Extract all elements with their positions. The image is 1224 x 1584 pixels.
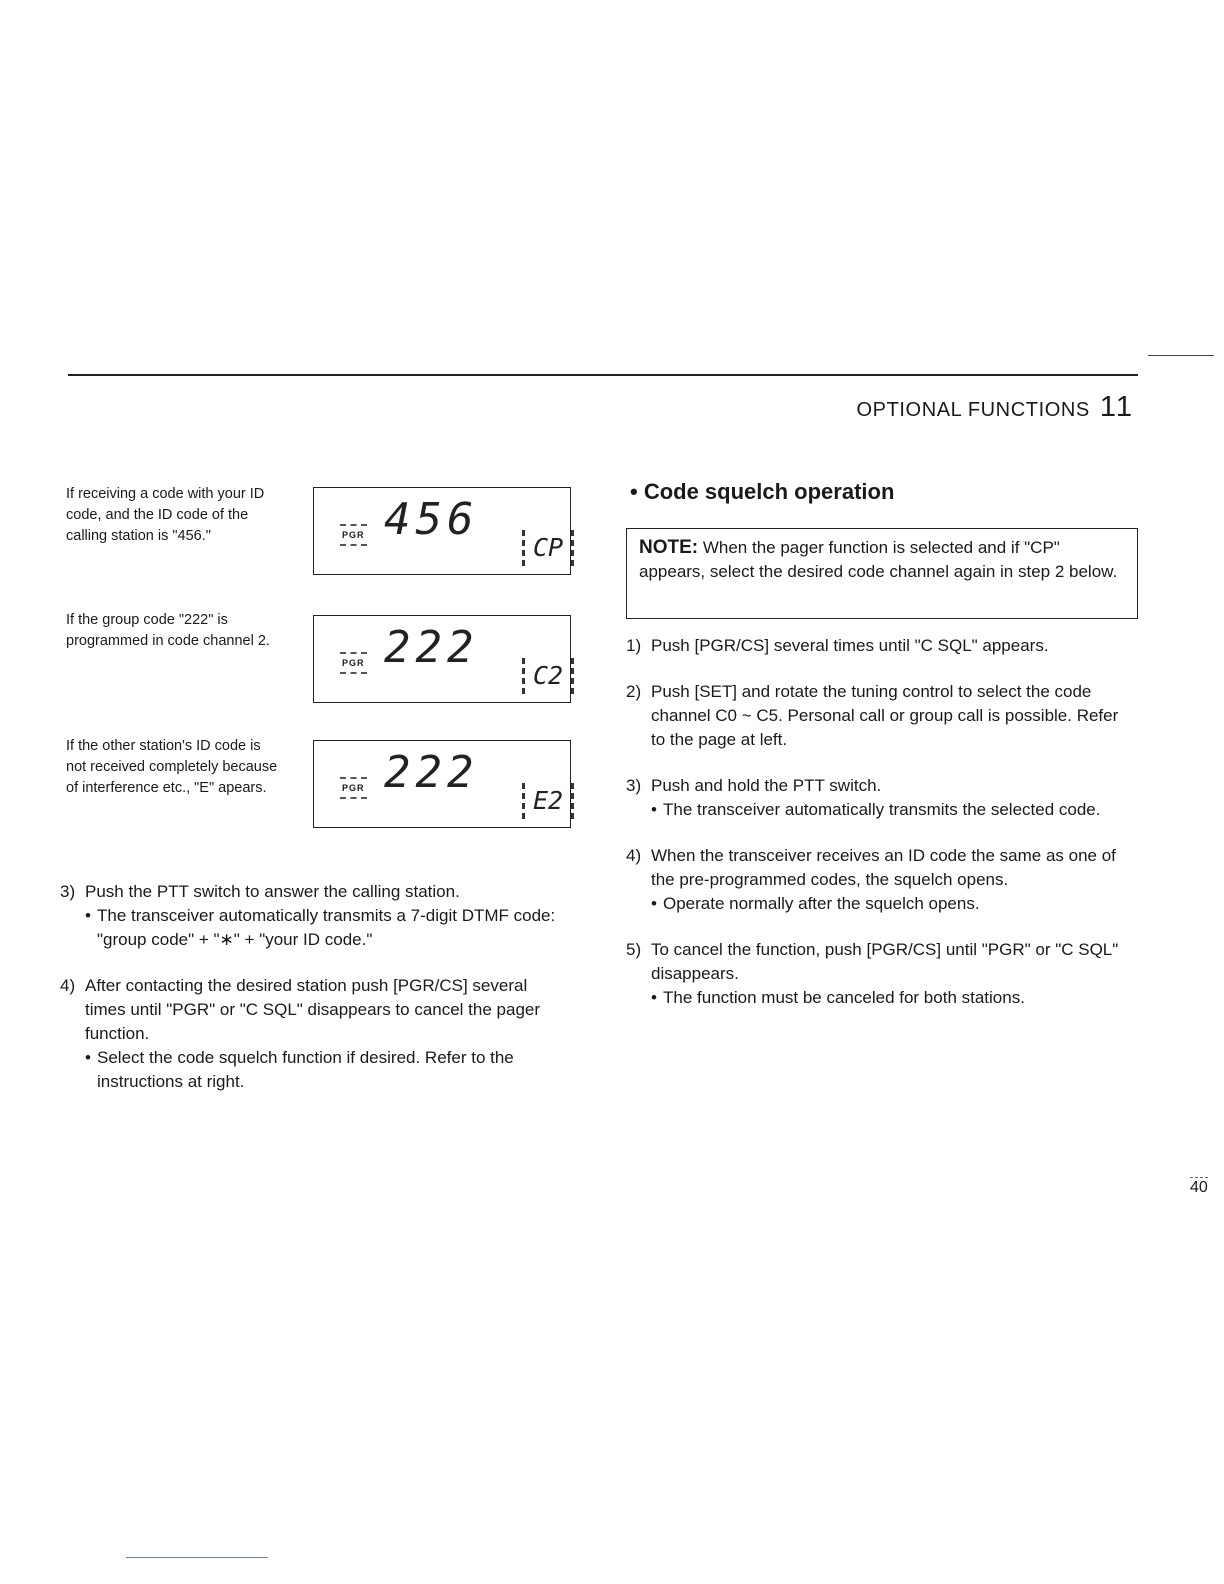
header-title: OPTIONAL FUNCTIONS	[856, 399, 1090, 421]
step-number: 4)	[626, 846, 642, 865]
code-channel-label: C2	[532, 661, 564, 690]
example-caption-2: If the group code "222" is programmed in code channel 2.	[66, 612, 270, 649]
step-text: Push [SET] and rotate the tuning control to select the code channel C0 ~ C5. Personal call or group call is possible. Refer to the page at left.	[651, 682, 1119, 749]
code-channel-indicator	[518, 654, 578, 698]
list-item	[626, 680, 1136, 752]
step-number: 3)	[60, 882, 76, 901]
example-caption-1: If receiving a code with your ID code, and the ID code of the calling station is "456."	[66, 486, 265, 544]
step-number: 2)	[626, 682, 642, 701]
step-text: Push [PGR/CS] several times until "C SQL" appears.	[651, 636, 1049, 655]
step-number: 3)	[626, 776, 642, 795]
page-number: 40	[1190, 1179, 1208, 1196]
note-text: When the pager function is selected and if "CP" appears, select the desired code channel again in step 2 below.	[639, 538, 1118, 581]
pgr-indicator: PGR	[340, 524, 367, 546]
example-caption-3: If the other station's ID code is not received completely because of interference etc., "E" apears.	[66, 738, 278, 796]
pgr-indicator: PGR	[340, 777, 367, 799]
step-subtext: • The function must be canceled for both stations.	[651, 986, 1136, 1010]
list-item	[626, 844, 1136, 916]
step-number: 5)	[626, 940, 642, 959]
step-subtext: • Select the code squelch function if desired. Refer to the instructions at right.	[85, 1046, 570, 1094]
note-label: NOTE:	[639, 537, 699, 558]
step-number: 4)	[60, 976, 76, 995]
list-item	[626, 634, 1136, 658]
step-subtext: • The transceiver automatically transmits a 7-digit DTMF code: "group code" + "∗" + "your ID code."	[85, 904, 570, 952]
list-item	[626, 774, 1136, 822]
step-subtext: • The transceiver automatically transmits the selected code.	[651, 798, 1136, 822]
step-text: When the transceiver receives an ID code the same as one of the pre-programmed codes, the squelch opens.	[651, 846, 1116, 889]
step-text: Push and hold the PTT switch.	[651, 776, 882, 795]
lcd-digits: 456	[384, 494, 479, 545]
code-channel-indicator	[518, 526, 578, 570]
code-channel-indicator	[518, 779, 578, 823]
note-box	[626, 528, 1138, 619]
step-text: To cancel the function, push [PGR/CS] until "PGR" or "C SQL" disappears.	[651, 940, 1119, 983]
lcd-display-3	[313, 740, 571, 828]
step-text: After contacting the desired station push [PGR/CS] several times until "PGR" or "C SQL" disappears to cancel the pager function.	[85, 976, 541, 1043]
list-item	[60, 974, 570, 1094]
section-title: • Code squelch operation	[630, 479, 895, 504]
lcd-display-2	[313, 615, 571, 703]
left-steps	[60, 880, 570, 1116]
header-rule	[68, 374, 1138, 376]
page-header	[856, 391, 1134, 424]
list-item	[60, 880, 570, 952]
step-number: 1)	[626, 636, 642, 655]
code-channel-label: CP	[532, 533, 564, 562]
list-item	[626, 938, 1136, 1010]
step-text: Push the PTT switch to answer the calling station.	[85, 882, 460, 901]
right-steps	[626, 634, 1136, 1032]
step-subtext: • Operate normally after the squelch opens.	[651, 892, 1136, 916]
lcd-display-1	[313, 487, 571, 575]
chapter-number: 11	[1099, 391, 1134, 423]
code-channel-label: E2	[532, 786, 564, 815]
pgr-indicator: PGR	[340, 652, 367, 674]
lcd-digits: 222	[384, 747, 479, 798]
lcd-digits: 222	[384, 622, 479, 673]
footer-rule	[126, 1557, 268, 1558]
edge-rule	[1148, 355, 1214, 356]
